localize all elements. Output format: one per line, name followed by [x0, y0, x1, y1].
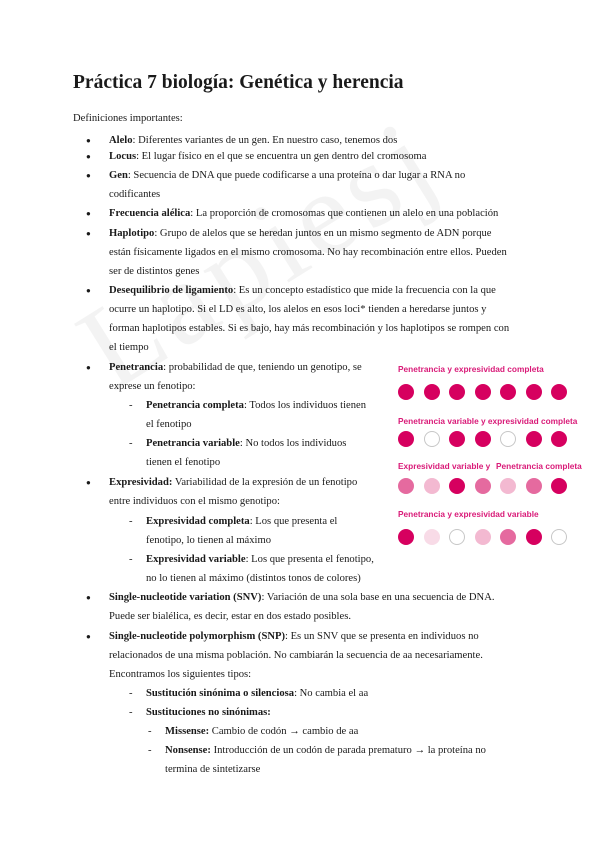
- penetrancia-completa-line: el fenotipo: [146, 419, 192, 430]
- expresividad-variable-line: no lo tienen al máximo (distintos tonos de colores): [146, 573, 361, 584]
- figure-dot-full: [500, 384, 516, 400]
- figure-dot-full: [475, 431, 491, 447]
- figure-dot-full: [551, 478, 567, 494]
- definition-snv: Single-nucleotide variation (SNV): Variación de una sola base en una secuencia de DNA.: [109, 592, 495, 603]
- figure-row-title: Penetrancia variable y expresividad completa: [398, 416, 578, 426]
- definition-expresividad-line: entre individuos con el mismo genotipo:: [109, 496, 280, 507]
- figure-dot-medium: [398, 478, 414, 494]
- definition-snp: Single-nucleotide polymorphism (SNP): Es un SNV que se presenta en individuos no: [109, 631, 479, 642]
- figure-dot-full: [449, 384, 465, 400]
- dash-marker: -: [129, 688, 133, 699]
- figure-dot-empty: [551, 529, 567, 545]
- figure-row-title: Penetrancia y expresividad variable: [398, 509, 539, 519]
- definition-desequilibrio-line: forman haplotipos estables. Si es bajo, hay más recombinación y los haplotipos se rompen con: [109, 323, 510, 334]
- figure-dot-medium: [500, 529, 516, 545]
- figure-dot-empty: [449, 529, 465, 545]
- figure-dot-light: [475, 529, 491, 545]
- nonsyn-nonsense-line: termina de sintetizarse: [165, 764, 261, 775]
- figure-dot-full: [398, 529, 414, 545]
- intro-text: Definiciones importantes:: [73, 113, 183, 124]
- definition-frecuencia-alelica: Frecuencia alélica: La proporción de cromosomas que contienen un alelo en una población: [109, 208, 499, 219]
- figure-dot-full: [526, 384, 542, 400]
- dash-marker: -: [129, 554, 133, 565]
- definition-penetrancia-line: exprese un fenotipo:: [109, 381, 196, 392]
- bullet-icon: [86, 473, 91, 492]
- figure-dot-full: [449, 431, 465, 447]
- figure-dot-light: [424, 478, 440, 494]
- definition-snv-line: Puede ser bialélica, es decir, estar en dos estado posibles.: [109, 611, 351, 622]
- definition-gen-line: codificantes: [109, 189, 161, 200]
- figure-dot-full: [551, 431, 567, 447]
- figure-dot-full: [526, 431, 542, 447]
- figure-dot-full: [526, 529, 542, 545]
- penetrancia-variable: Penetrancia variable: No todos los individuos: [146, 438, 347, 449]
- definition-desequilibrio: Desequilibrio de ligamiento: Es un concepto estadístico que mide la frecuencia con la que: [109, 285, 496, 296]
- definition-haplotipo-line: están físicamente ligados en el mismo cromosoma. No hay recombinación entre ellos. Pueden: [109, 247, 507, 258]
- penetrance-expressivity-figure: [392, 360, 592, 556]
- snp-type-no-sinonima: Sustituciones no sinónimas:: [146, 707, 271, 718]
- figure-dot-medium: [526, 478, 542, 494]
- penetrancia-variable-line: tienen el fenotipo: [146, 457, 221, 468]
- figure-dot-full: [449, 478, 465, 494]
- definition-expresividad: Expresividad: Variabilidad de la expresión de un fenotipo: [109, 477, 358, 488]
- figure-dot-empty: [424, 431, 440, 447]
- figure-dot-full: [475, 384, 491, 400]
- figure-dot-pale: [424, 529, 440, 545]
- dash-marker: -: [129, 707, 133, 718]
- definition-desequilibrio-line: el tiempo: [109, 342, 149, 353]
- nonsyn-nonsense: Nonsense: Introducción de un codón de parada prematuro → la proteína no: [165, 745, 486, 756]
- definition-snp-line: relacionados de una misma población. No cambiarán la secuencia de aa necesariamente.: [109, 650, 483, 661]
- bullet-icon: [86, 166, 91, 185]
- nonsyn-missense: Missense: Cambio de codón → cambio de aa: [165, 726, 359, 737]
- definition-alelo: Alelo: Diferentes variantes de un gen. En nuestro caso, tenemos dos: [109, 135, 398, 146]
- figure-dot-full: [551, 384, 567, 400]
- dash-marker: -: [129, 400, 133, 411]
- figure-row-title: Expresividad variable y: [398, 461, 491, 471]
- dash-marker: -: [148, 745, 152, 756]
- figure-dot-full: [424, 384, 440, 400]
- definition-gen: Gen: Secuencia de DNA que puede codificarse a una proteína o dar lugar a RNA no: [109, 170, 466, 181]
- figure-dot-empty: [500, 431, 516, 447]
- bullet-icon: [86, 358, 91, 377]
- page-title: Práctica 7 biología: Genética y herencia: [73, 72, 404, 93]
- bullet-icon: [86, 224, 91, 243]
- bullet-icon: [86, 627, 91, 646]
- definition-penetrancia: Penetrancia: probabilidad de que, teniendo un genotipo, se: [109, 362, 362, 373]
- definition-snp-line: Encontramos los siguientes tipos:: [109, 669, 252, 680]
- bullet-icon: [86, 204, 91, 223]
- definition-locus: Locus: El lugar físico en el que se encuentra un gen dentro del cromosoma: [109, 151, 427, 162]
- figure-dot-medium: [475, 478, 491, 494]
- expresividad-completa: Expresividad completa: Los que presenta el: [146, 516, 338, 527]
- dash-marker: -: [148, 726, 152, 737]
- dash-marker: -: [129, 438, 133, 449]
- penetrancia-completa: Penetrancia completa: Todos los individuos tienen: [146, 400, 367, 411]
- figure-dot-full: [398, 431, 414, 447]
- figure-dot-full: [398, 384, 414, 400]
- dash-marker: -: [129, 516, 133, 527]
- definition-haplotipo-line: ser de distintos genes: [109, 266, 200, 277]
- bullet-icon: [86, 281, 91, 300]
- expresividad-variable: Expresividad variable: Los que presenta el fenotipo,: [146, 554, 374, 565]
- figure-row-title: Penetrancia y expresividad completa: [398, 364, 544, 374]
- bullet-icon: [86, 588, 91, 607]
- figure-row-title: Penetrancia completa: [496, 461, 582, 471]
- expresividad-completa-line: fenotipo, lo tienen al máximo: [146, 535, 272, 546]
- definition-desequilibrio-line: ocurre un haplotipo. Si el LD es alto, los alelos en esos loci* tienden a heredarse juntos y: [109, 304, 487, 315]
- definition-haplotipo: Haplotipo: Grupo de alelos que se heredan juntos en un mismo segmento de ADN porque: [109, 228, 492, 239]
- bullet-icon: [86, 147, 91, 166]
- figure-dot-light: [500, 478, 516, 494]
- snp-type-sinonima: Sustitución sinónima o silenciosa: No cambia el aa: [146, 688, 369, 699]
